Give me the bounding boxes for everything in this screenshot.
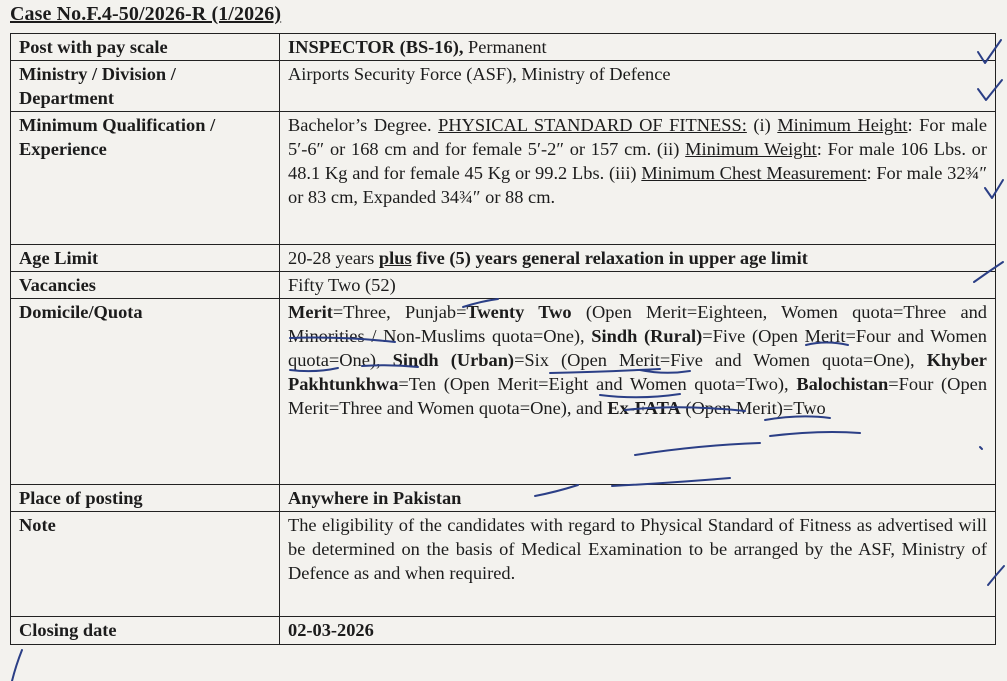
domicile-label: Domicile/Quota — [11, 299, 280, 485]
row-domicile — [11, 299, 996, 485]
ministry-label: Ministry / Division / Department — [11, 61, 280, 112]
age-limit-value — [280, 245, 996, 272]
qualification-value — [280, 112, 996, 245]
quota-text: =Ten (Open Merit=Eight and Women quota=Two), — [398, 374, 797, 394]
note-label: Note — [11, 512, 280, 617]
qualification-text: (i) — [746, 115, 778, 135]
closing-date-label: Closing date — [11, 617, 280, 645]
domicile-value — [280, 299, 996, 485]
row-qualification — [11, 112, 996, 245]
quota-kpk: Khyber Pakhtunkhwa — [288, 350, 987, 394]
age-limit-label: Age Limit — [11, 245, 280, 272]
quota-sindh-rural: Sindh (Rural) — [591, 326, 703, 346]
age-relaxation: five (5) years general relaxation in upper age limit — [411, 248, 808, 268]
row-note — [11, 512, 996, 617]
chest-requirement: : For male 32¾″ or 83 cm, Expanded 34¾″ or 88 cm. — [288, 163, 987, 207]
quota-sindh-urban: Sindh (Urban) — [392, 350, 515, 370]
quota-text: =Three, Punjab= — [332, 302, 467, 322]
post-title: INSPECTOR (BS-16), — [288, 37, 464, 57]
ministry-value: Airports Security Force (ASF), Ministry of Defence — [280, 61, 996, 112]
chest-measurement-heading: Minimum Chest Measurement — [641, 163, 867, 183]
row-age-limit — [11, 245, 996, 272]
vacancies-value: Fifty Two (52) — [280, 272, 996, 299]
quota-text: =Five (Open Merit=Four and Women quota=One), — [288, 326, 987, 370]
row-vacancies — [11, 272, 996, 299]
minimum-height-heading: Minimum Height — [777, 115, 908, 135]
age-range: 20-28 years — [288, 248, 379, 268]
height-requirement: : For male 5′-6″ or 168 cm and for female 5′-2″ or 157 cm. (ii) — [288, 115, 988, 159]
weight-requirement: : For male 106 Lbs. or 48.1 Kg and for female 45 Kg or 99.2 Lbs. (iii) — [288, 139, 987, 183]
quota-ex-fata: Ex-FATA — [607, 398, 681, 418]
quota-text: (Open Merit=Eighteen, Women quota=Three and Minorities / Non-Muslims quota=One), — [288, 302, 987, 346]
case-number-heading: Case No.F.4-50/2026-R (1/2026) — [10, 3, 282, 25]
post-label: Post with pay scale — [11, 34, 280, 61]
quota-merit: Merit — [288, 302, 333, 322]
age-plus: plus — [378, 248, 412, 268]
posting-value: Anywhere in Pakistan — [280, 485, 996, 512]
quota-balochistan: Balochistan — [796, 374, 889, 394]
qualification-degree: Bachelor’s Degree. — [288, 115, 439, 135]
minimum-weight-heading: Minimum Weight — [685, 139, 817, 159]
qualification-label: Minimum Qualification / Experience — [11, 112, 280, 245]
row-post — [11, 34, 996, 61]
physical-standard-heading: PHYSICAL STANDARD OF FITNESS: — [438, 115, 747, 135]
posting-label: Place of posting — [11, 485, 280, 512]
row-place-of-posting — [11, 485, 996, 512]
row-closing-date — [11, 617, 996, 645]
checkmark-ink — [12, 650, 22, 681]
post-value — [280, 34, 996, 61]
job-advertisement-table — [10, 33, 996, 645]
row-ministry — [11, 61, 996, 112]
quota-text: =Six (Open Merit=Five and Women quota=One), — [514, 350, 927, 370]
quota-text: =Four (Open Merit=Three and Women quota=One), and — [288, 374, 988, 418]
note-value: The eligibility of the candidates with regard to Physical Standard of Fitness as advertised will be determined on the basis of Medical Examination to be arranged by the ASF, Ministry of Defence as and when required. — [280, 512, 996, 617]
quota-text: (Open Merit)=Two — [680, 398, 826, 418]
closing-date-value: 02-03-2026 — [280, 617, 996, 645]
vacancies-label: Vacancies — [11, 272, 280, 299]
post-tenure: Permanent — [463, 37, 547, 57]
quota-punjab-count: Twenty Two — [466, 302, 572, 322]
